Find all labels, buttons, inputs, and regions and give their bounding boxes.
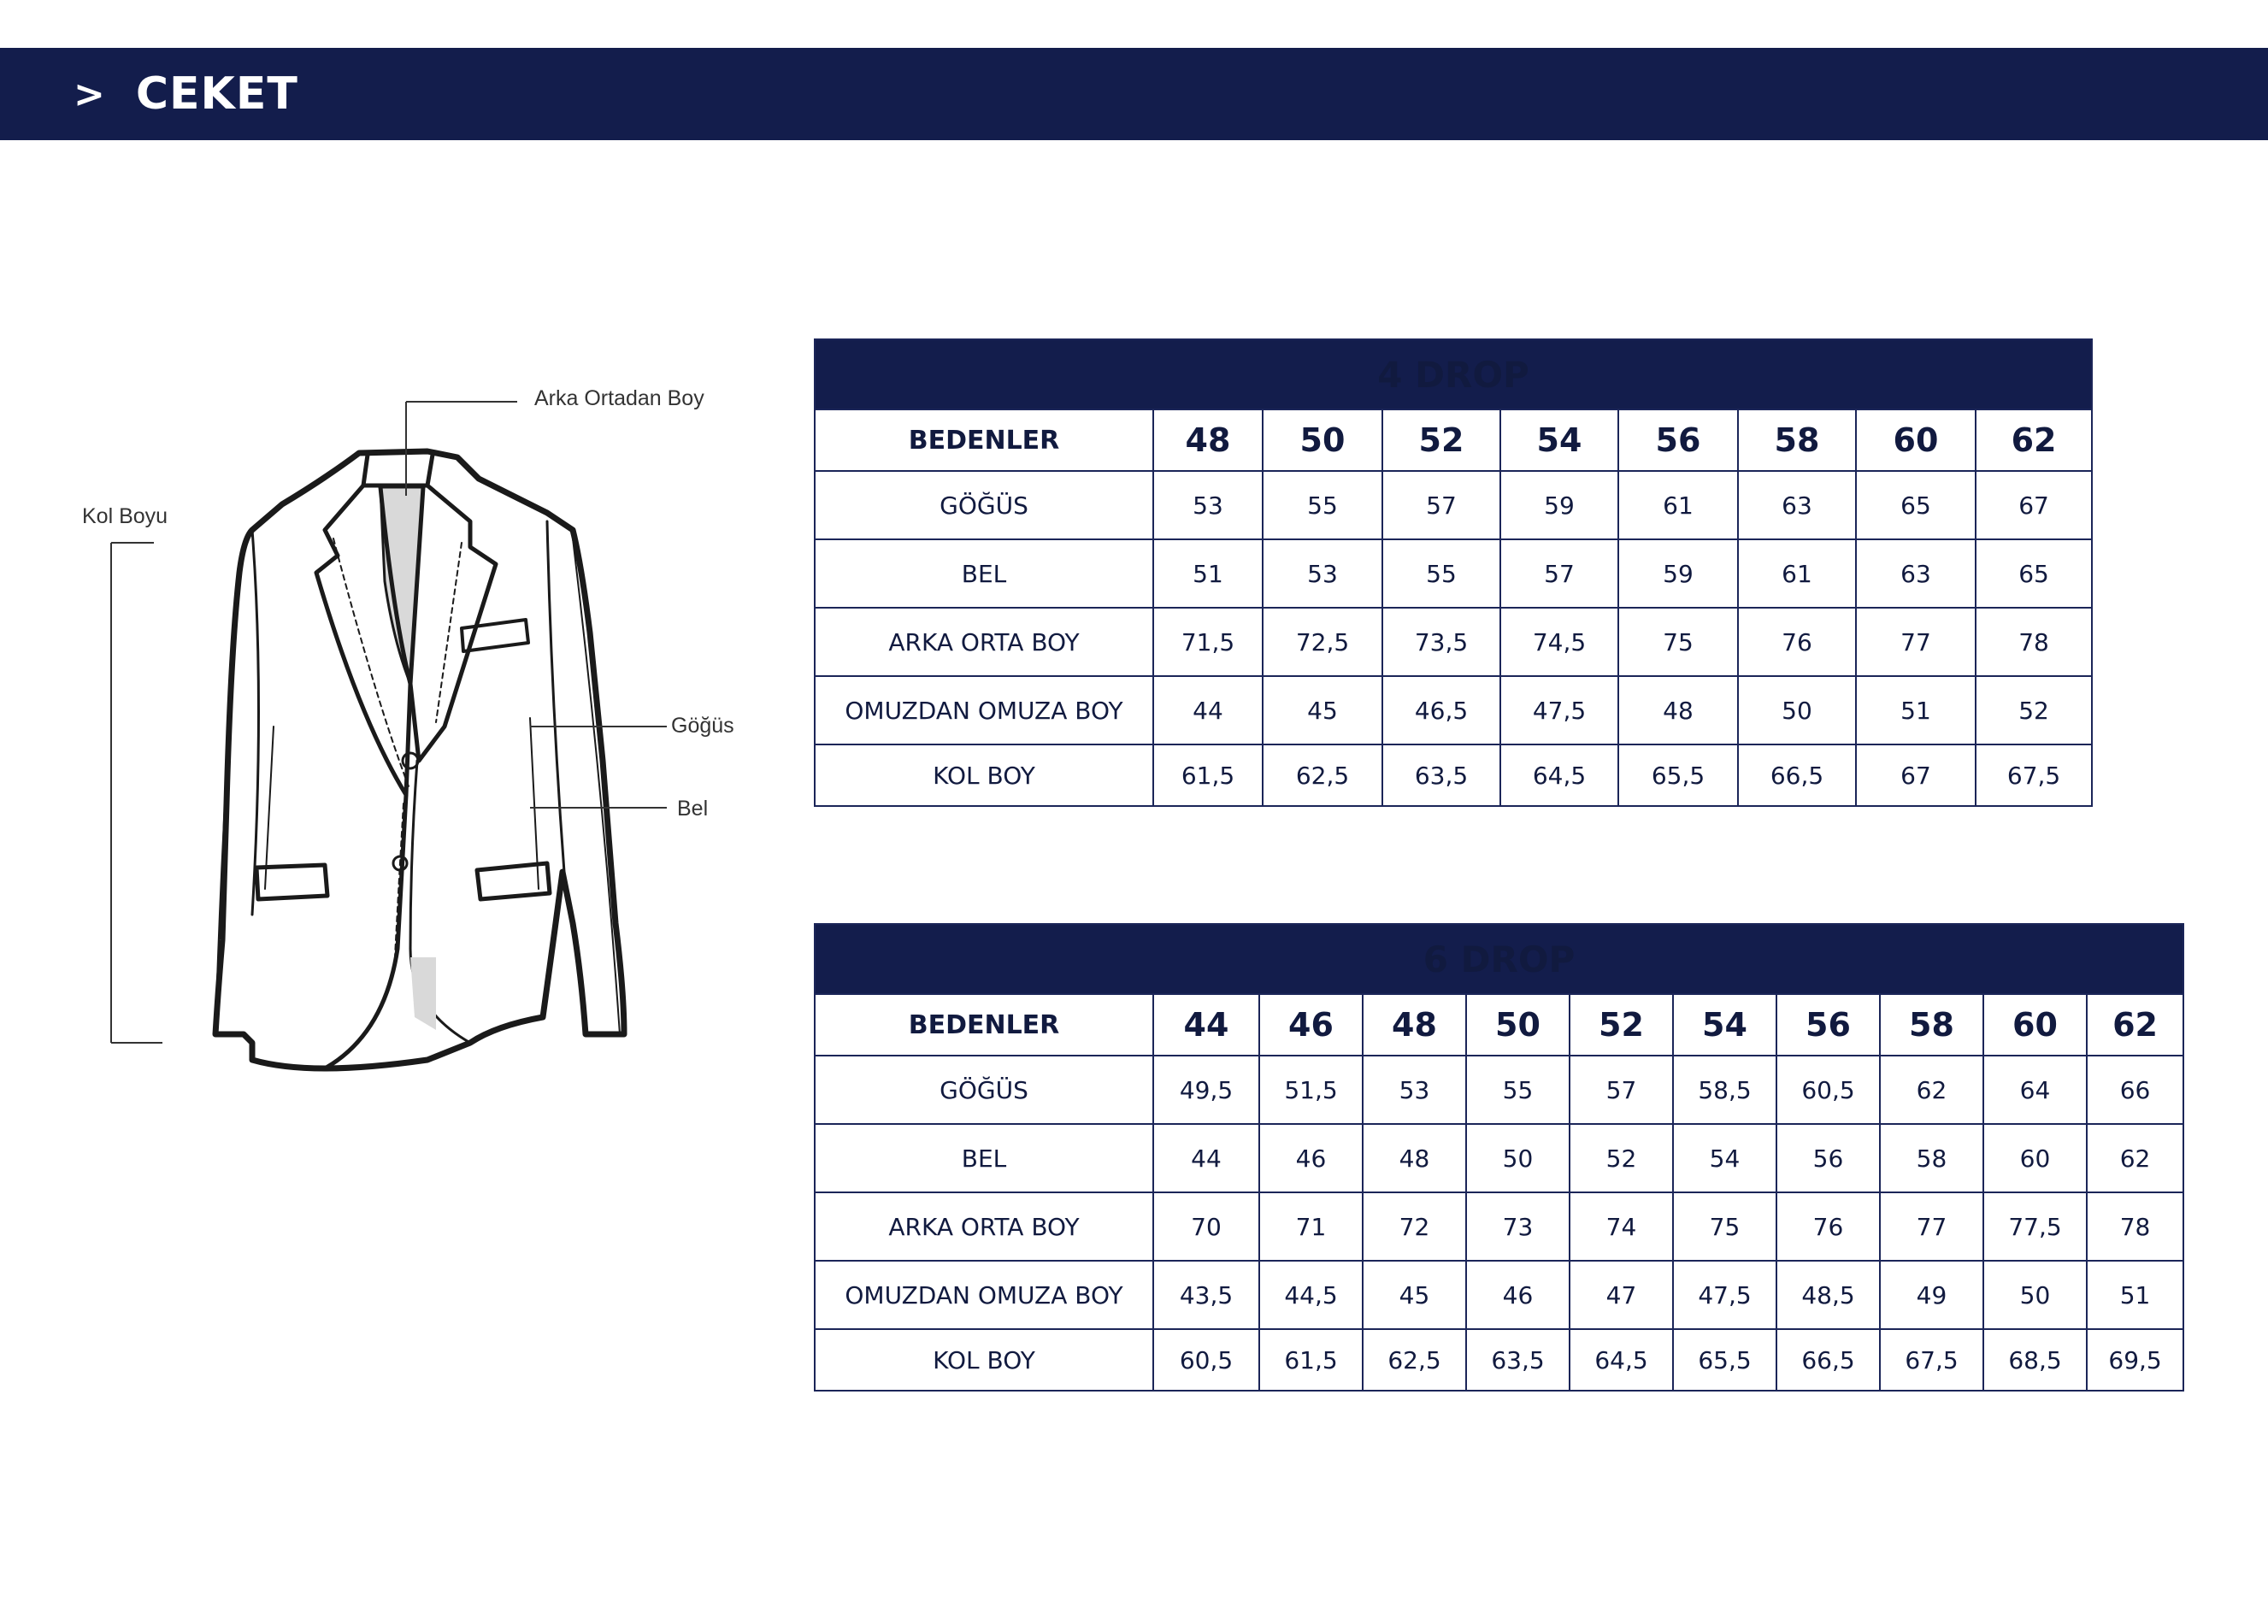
table-cell: 50: [1983, 1261, 2087, 1329]
row-label: BEL: [815, 539, 1153, 608]
size-table-6-drop: [814, 923, 2184, 1392]
table-cell: 52: [1976, 676, 2092, 744]
row-label: OMUZDAN OMUZA BOY: [815, 676, 1153, 744]
row-label: BEL: [815, 1124, 1153, 1192]
table-cell: 62: [1880, 1056, 1983, 1124]
sleeve-length-label: Kol Boyu: [82, 504, 168, 528]
page-title: CEKET: [135, 68, 298, 120]
table-cell: 52: [1570, 1124, 1673, 1192]
table-cell: 76: [1776, 1192, 1880, 1261]
row-label: KOL BOY: [815, 1329, 1153, 1391]
table-cell: 57: [1500, 539, 1618, 608]
table-cell: 75: [1618, 608, 1738, 676]
table-cell: 68,5: [1983, 1329, 2087, 1391]
size-header: 58: [1738, 409, 1856, 471]
table-cell: 50: [1738, 676, 1856, 744]
table-cell: 44,5: [1259, 1261, 1363, 1329]
table-row: [815, 676, 2092, 744]
table-cell: 66,5: [1738, 744, 1856, 806]
size-header: 54: [1673, 994, 1776, 1056]
table-cell: 66,5: [1776, 1329, 1880, 1391]
table-cell: 48: [1618, 676, 1738, 744]
table-cell: 63: [1856, 539, 1976, 608]
table-cell: 48,5: [1776, 1261, 1880, 1329]
table-header-row: [815, 994, 2183, 1056]
table-cell: 63,5: [1466, 1329, 1570, 1391]
table-cell: 47,5: [1500, 676, 1618, 744]
table-cell: 71: [1259, 1192, 1363, 1261]
table-cell: 65,5: [1618, 744, 1738, 806]
back-length-label: Arka Ortadan Boy: [534, 386, 704, 410]
size-header: 50: [1263, 409, 1382, 471]
row-label: KOL BOY: [815, 744, 1153, 806]
table-cell: 71,5: [1153, 608, 1263, 676]
table-cell: 51: [2087, 1261, 2183, 1329]
table-title: 6 DROP: [815, 924, 2183, 994]
table-cell: 63: [1738, 471, 1856, 539]
table-cell: 64,5: [1500, 744, 1618, 806]
table-cell: 55: [1466, 1056, 1570, 1124]
table-cell: 73,5: [1382, 608, 1500, 676]
size-header: 58: [1880, 994, 1983, 1056]
size-header: 60: [1983, 994, 2087, 1056]
table-cell: 66: [2087, 1056, 2183, 1124]
table-header-row: [815, 409, 2092, 471]
table-cell: 46: [1259, 1124, 1363, 1192]
table-cell: 48: [1363, 1124, 1466, 1192]
table-cell: 51,5: [1259, 1056, 1363, 1124]
row-label: OMUZDAN OMUZA BOY: [815, 1261, 1153, 1329]
header-label: BEDENLER: [815, 409, 1153, 471]
table-cell: 72: [1363, 1192, 1466, 1261]
table-cell: 57: [1382, 471, 1500, 539]
size-header: 52: [1382, 409, 1500, 471]
size-header: 62: [2087, 994, 2183, 1056]
table-cell: 58: [1880, 1124, 1983, 1192]
size-header: 56: [1776, 994, 1880, 1056]
jacket-diagram: [68, 359, 769, 1094]
header-bar: [0, 48, 2268, 140]
size-header: 48: [1363, 994, 1466, 1056]
table-cell: 65: [1856, 471, 1976, 539]
header-label: BEDENLER: [815, 994, 1153, 1056]
table-cell: 58,5: [1673, 1056, 1776, 1124]
table-cell: 78: [1976, 608, 2092, 676]
table-row: [815, 1056, 2183, 1124]
jacket-illustration: [68, 359, 769, 1094]
table-cell: 62,5: [1363, 1329, 1466, 1391]
table-cell: 55: [1263, 471, 1382, 539]
table-cell: 47: [1570, 1261, 1673, 1329]
row-label: GÖĞÜS: [815, 1056, 1153, 1124]
table-cell: 77,5: [1983, 1192, 2087, 1261]
table-cell: 62: [2087, 1124, 2183, 1192]
table-cell: 44: [1153, 1124, 1259, 1192]
table-row: [815, 744, 2092, 806]
table-cell: 61: [1738, 539, 1856, 608]
size-header: 62: [1976, 409, 2092, 471]
table-cell: 78: [2087, 1192, 2183, 1261]
table-cell: 60,5: [1776, 1056, 1880, 1124]
table-title-row: [815, 924, 2183, 994]
row-label: ARKA ORTA BOY: [815, 1192, 1153, 1261]
table-cell: 59: [1500, 471, 1618, 539]
table-cell: 53: [1363, 1056, 1466, 1124]
table-cell: 60: [1983, 1124, 2087, 1192]
table-cell: 57: [1570, 1056, 1673, 1124]
table-cell: 45: [1363, 1261, 1466, 1329]
table-cell: 61: [1618, 471, 1738, 539]
table-cell: 67: [1976, 471, 2092, 539]
table-cell: 53: [1263, 539, 1382, 608]
table-row: [815, 1329, 2183, 1391]
table-cell: 45: [1263, 676, 1382, 744]
table-cell: 62,5: [1263, 744, 1382, 806]
size-header: 56: [1618, 409, 1738, 471]
table-cell: 61,5: [1153, 744, 1263, 806]
table-cell: 65: [1976, 539, 2092, 608]
table-cell: 60,5: [1153, 1329, 1259, 1391]
table-cell: 76: [1738, 608, 1856, 676]
table-cell: 73: [1466, 1192, 1570, 1261]
waist-label: Bel: [677, 797, 709, 821]
table-row: [815, 1192, 2183, 1261]
table-cell: 67,5: [1880, 1329, 1983, 1391]
table-row: [815, 1261, 2183, 1329]
table-cell: 61,5: [1259, 1329, 1363, 1391]
table-cell: 49: [1880, 1261, 1983, 1329]
table-cell: 74,5: [1500, 608, 1618, 676]
table-cell: 50: [1466, 1124, 1570, 1192]
table-cell: 69,5: [2087, 1329, 2183, 1391]
size-table-4-drop: [814, 338, 2093, 807]
table-cell: 67,5: [1976, 744, 2092, 806]
size-header: 44: [1153, 994, 1259, 1056]
size-header: 46: [1259, 994, 1363, 1056]
table-cell: 63,5: [1382, 744, 1500, 806]
table-cell: 47,5: [1673, 1261, 1776, 1329]
table-cell: 74: [1570, 1192, 1673, 1261]
table-row: [815, 608, 2092, 676]
table-row: [815, 1124, 2183, 1192]
row-label: GÖĞÜS: [815, 471, 1153, 539]
table-title-row: [815, 339, 2092, 409]
table-cell: 43,5: [1153, 1261, 1259, 1329]
table-row: [815, 471, 2092, 539]
table-cell: 51: [1153, 539, 1263, 608]
chest-label: Göğüs: [671, 714, 734, 738]
table-cell: 44: [1153, 676, 1263, 744]
table-cell: 77: [1856, 608, 1976, 676]
size-header: 52: [1570, 994, 1673, 1056]
size-header: 50: [1466, 994, 1570, 1056]
table-cell: 51: [1856, 676, 1976, 744]
table-cell: 46,5: [1382, 676, 1500, 744]
table-cell: 64,5: [1570, 1329, 1673, 1391]
table-cell: 72,5: [1263, 608, 1382, 676]
table-cell: 53: [1153, 471, 1263, 539]
size-header: 60: [1856, 409, 1976, 471]
table-title: 4 DROP: [815, 339, 2092, 409]
table-cell: 59: [1618, 539, 1738, 608]
table-cell: 54: [1673, 1124, 1776, 1192]
size-header: 54: [1500, 409, 1618, 471]
table-cell: 55: [1382, 539, 1500, 608]
size-header: 48: [1153, 409, 1263, 471]
table-cell: 64: [1983, 1056, 2087, 1124]
table-row: [815, 539, 2092, 608]
table-cell: 70: [1153, 1192, 1259, 1261]
chevron-right-icon: >: [74, 72, 105, 116]
table-cell: 65,5: [1673, 1329, 1776, 1391]
table-cell: 77: [1880, 1192, 1983, 1261]
table-cell: 56: [1776, 1124, 1880, 1192]
table-cell: 75: [1673, 1192, 1776, 1261]
table-cell: 67: [1856, 744, 1976, 806]
table-cell: 46: [1466, 1261, 1570, 1329]
row-label: ARKA ORTA BOY: [815, 608, 1153, 676]
table-cell: 49,5: [1153, 1056, 1259, 1124]
